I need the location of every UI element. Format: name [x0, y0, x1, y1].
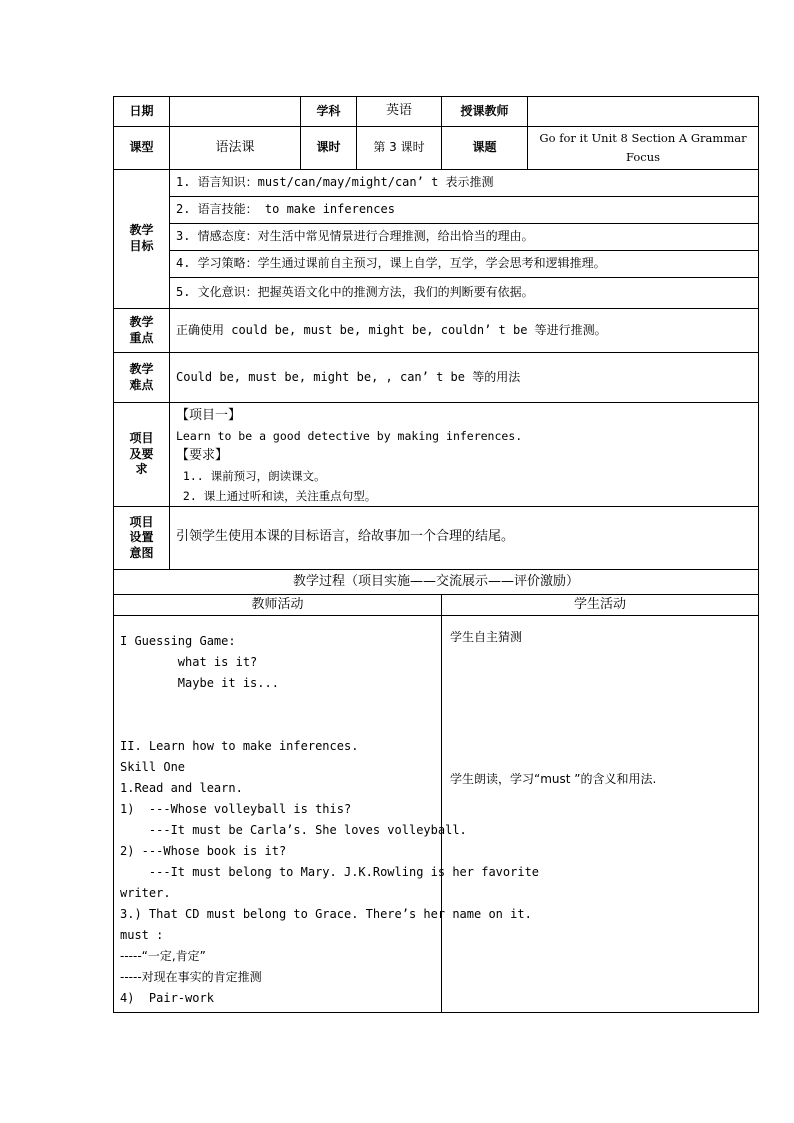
teacher-line: 3.) That CD must belong to Grace. There’s her name on it.: [120, 907, 532, 921]
teacher-line: writer.: [120, 886, 171, 900]
header-row-1: [114, 97, 759, 127]
process-content-row: [114, 616, 759, 1013]
objective-row-2: [114, 197, 759, 224]
project-label: [114, 403, 170, 507]
teacher-line: what is it?: [120, 655, 258, 669]
type-label: 课型: [114, 127, 170, 170]
process-title-row: [114, 570, 759, 595]
header-row-2: [114, 127, 759, 170]
objective-item: 1. 语言知识：must/can/may/might/can’ t 表示推测: [170, 170, 759, 197]
key-points-label: [114, 309, 170, 353]
design-text: 引领学生使用本课的目标语言，给故事加一个合理的结尾。: [170, 507, 759, 570]
student-activity-header: 学生活动: [442, 595, 759, 616]
design-label: [114, 507, 170, 570]
teacher-line: Skill One: [120, 760, 186, 774]
teacher-line: II. Learn how to make inferences.: [120, 739, 359, 753]
teacher-line: 1) ---Whose volleyball is this?: [120, 802, 352, 816]
teacher-line: [120, 718, 435, 739]
design-row: [114, 507, 759, 570]
project-label-text: 项目及要求: [129, 431, 154, 477]
teacher-line: 2) ---Whose book is it?: [120, 844, 287, 858]
student-note: 学生朗读，学习“must ”的含义和用法.: [450, 771, 657, 786]
period-value: 第 3 课时: [357, 127, 442, 170]
subject-label: 学科: [301, 97, 357, 127]
student-note: 学生自主猜测: [450, 630, 523, 644]
objective-row-3: [114, 224, 759, 251]
teacher-line: ---It must be Carla’s. She loves volleyball.: [120, 823, 467, 837]
teacher-line: -----对现在事实的肯定推测: [120, 970, 262, 984]
teacher-line: -----“一定,肯定”: [120, 949, 206, 963]
design-label-text: 项目设置意图: [129, 514, 154, 560]
difficult-points-label-text: 教学难点: [129, 361, 154, 392]
difficult-points-row: [114, 353, 759, 403]
subject-value: 英语: [357, 97, 442, 127]
type-value: 语法课: [170, 127, 301, 170]
objective-item: 4. 学习策略：学生通过课前自主预习，课上自学，互学，学会思考和逻辑推理。: [170, 251, 759, 278]
objective-item: 2. 语言技能： to make inferences: [170, 197, 759, 224]
teacher-line: [120, 697, 435, 718]
teacher-line: I Guessing Game:: [120, 634, 236, 648]
teacher-activity-header: 教师活动: [114, 595, 442, 616]
objective-item: 5. 文化意识：把握英语文化中的推测方法，我们的判断要有依据。: [170, 278, 759, 309]
teacher-line: ---It must belong to Mary. J.K.Rowling is her favorite: [120, 865, 540, 879]
period-label: 课时: [301, 127, 357, 170]
teacher-line: Maybe it is...: [120, 676, 279, 690]
difficult-points-label: [114, 353, 170, 403]
topic-value: Go for it Unit 8 Section A Grammar Focus: [528, 127, 759, 170]
project-requirements-heading: 【要求】: [176, 448, 229, 463]
project-heading: 【项目一】: [176, 408, 242, 423]
objective-item: 3. 情感态度：对生活中常见情景进行合理推测，给出恰当的理由。: [170, 224, 759, 251]
key-points-row: [114, 309, 759, 353]
project-row: [114, 403, 759, 507]
objectives-label-text: 教学目标: [129, 223, 154, 253]
date-label: 日期: [114, 97, 170, 127]
objectives-label: [114, 170, 170, 309]
project-content: [170, 403, 759, 507]
student-activity-content: [442, 616, 759, 1013]
difficult-points-text: Could be, must be, might be, , can’ t be 等的用法: [170, 353, 759, 403]
objective-row-4: [114, 251, 759, 278]
project-requirement: 1.. 课前预习，朗读课文。: [176, 469, 326, 483]
teacher-line: must :: [120, 928, 164, 942]
teacher-line: 1.Read and learn.: [120, 781, 243, 795]
process-title: 教学过程（项目实施——交流展示——评价激励）: [114, 570, 759, 595]
key-points-label-text: 教学重点: [129, 314, 154, 345]
key-points-text: 正确使用 could be, must be, might be, couldn’ t be 等进行推测。: [170, 309, 759, 353]
objective-row-1: [114, 170, 759, 197]
topic-label: 课题: [442, 127, 528, 170]
teacher-line: 4) Pair-work: [120, 991, 214, 1005]
date-value: [170, 97, 301, 127]
teacher-label: 授课教师: [442, 97, 528, 127]
process-header-row: [114, 595, 759, 616]
lesson-plan-table: [113, 96, 759, 1013]
project-requirement: 2. 课上通过听和读，关注重点句型。: [176, 489, 377, 503]
teacher-value: [528, 97, 759, 127]
project-goal: Learn to be a good detective by making inferences.: [176, 429, 523, 443]
objective-row-5: [114, 278, 759, 309]
